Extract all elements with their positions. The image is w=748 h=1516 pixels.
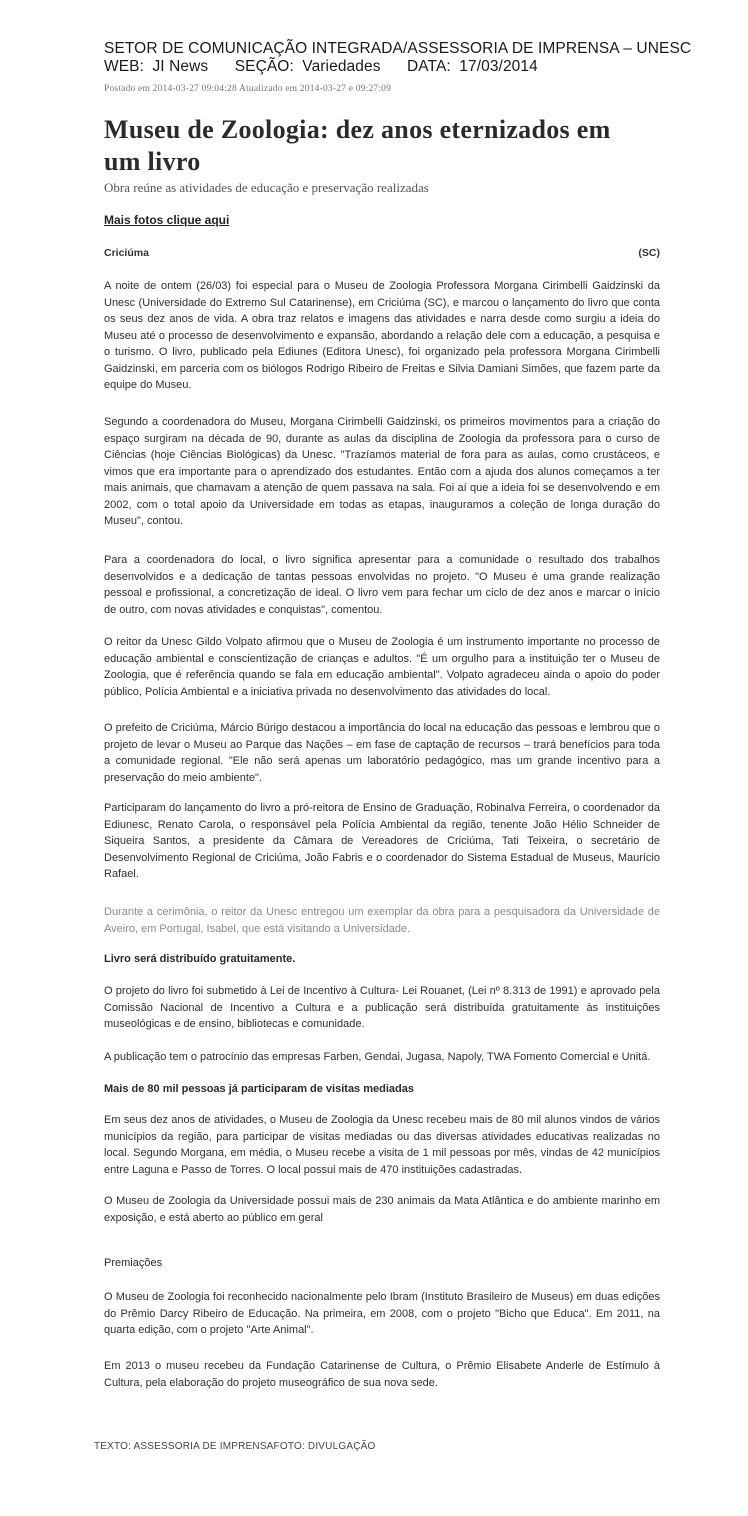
dateline-state: (SC) xyxy=(638,247,660,259)
section-heading: Premiações xyxy=(104,1257,163,1269)
date-label: DATA: xyxy=(406,58,451,75)
section-heading: Livro será distribuído gratuitamente. xyxy=(104,953,296,965)
dateline-city: Criciúma xyxy=(104,247,149,259)
web-label: WEB: xyxy=(104,58,145,75)
paragraph: A noite de ontem (26/03) foi especial para o Museu de Zoologia Professora Morgana Cirimbelli Gaidzinski da Unesc (Universidade do Extremo Sul Catarinense), em Criciúma (SC), e marcou o lançamento do livro que conta os seus dez anos de vida. A obra traz relatos e imagens das atividades e narra desde como surgiu a ideia do Museu até o processo de desenvolvimento e expansão, abordando a relação dele com a educação, a pesquisa e o turismo. O livro, publicado pela Ediunes (Editora Unesc), foi organizado pela professora Morgana Cirimbelli Gaidzinski, em parceria com os biólogos Rodrigo Ribeiro de Freitas e Silvia Damiani Simões, que fazem parte da equipe do Museu. xyxy=(104,280,660,391)
posted-timestamp: Postado em 2014-03-27 09:04:28 Atualizado em 2014-03-27 e 09:27:09 xyxy=(104,84,392,94)
paragraph: Segundo a coordenadora do Museu, Morgana Cirimbelli Gaidzinski, os primeiros movimentos para a criação do espaço surgiram na década de 90, durante as aulas da disciplina de Zoologia da professora para o curso de Ciências (hoje Ciências Biológicas) da Unesc. "Trazíamos material de fora para as aulas, como crustáceos, e vimos que era importante para o aprendizado dos estudantes. Então com a ajuda dos alunos começamos a ter mais animais, que chamavam a atenção de quem passava na sala. Foi aí que a ideia foi se desenvolvendo e em 2002, com o total apoio da Universidade em todas as etapas, inauguramos a coleção de longa duração do Museu", contou. xyxy=(104,416,660,527)
more-photos-link[interactable]: Mais fotos clique aqui xyxy=(104,213,230,227)
paragraph: Participaram do lançamento do livro a pró-reitora de Ensino de Graduação, Robinalva Ferreira, o coordenador da Ediunesc, Renato Carola, o responsável pela Polícia Ambiental da região, tenente João Hélio Schneider de Siqueira Santos, a presidente da Câmara de Vereadores de Criciúma, Tati Teixeira, o secretário de Desenvolvimento Regional de Criciúma, João Fabris e o coordenador do Sistema Estadual de Museus, Maurício Rafael. xyxy=(104,802,660,880)
paragraph: O projeto do livro foi submetido à Lei de Incentivo à Cultura- Lei Rouanet, (Lei nº 8.313 de 1991) e aprovado pela Comissão Nacional de Incentivo a Cultura e a publicação será distribuída gratuitamente às instituições museológicas e de ensino, bibliotecas e comunidade. xyxy=(104,985,660,1030)
paragraph: Para a coordenadora do local, o livro significa apresentar para a comunidade o resultado dos trabalhos desenvolvidos e a dedicação de tantas pessoas envolvidas no projeto. "O Museu é uma grande realização pessoal e profissional, a concretização de ideal. O livro vem para fechar um ciclo de dez anos e marcar o início de outro, com novas atividades e conquistas", comentou. xyxy=(104,554,660,616)
section-label: SEÇÃO: xyxy=(234,58,294,75)
photo-credit: TEXTO: ASSESSORIA DE IMPRENSAFOTO: DIVULGAÇÃO xyxy=(94,1441,376,1452)
article-title: Museu de Zoologia: dez anos eternizados em um livro xyxy=(104,115,611,176)
section-heading: Mais de 80 mil pessoas já participaram de visitas mediadas xyxy=(104,1083,414,1095)
web-value: JI News xyxy=(152,58,209,75)
paragraph: O Museu de Zoologia da Universidade possui mais de 230 animais da Mata Atlântica e do ambiente marinho em exposição, e está aberto ao público em geral xyxy=(104,1195,660,1224)
paragraph: O reitor da Unesc Gildo Volpato afirmou que o Museu de Zoologia é um instrumento importante no processo de educação ambiental e conscientização de crianças e adultos. "É um orgulho para a instituição ter o Museu de Zoologia, que é referência quando se fala em educação ambiental". Volpato agradeceu ainda o apoio do poder público, Polícia Ambiental e a iniciativa privada no desenvolvimento das atividades do local. xyxy=(104,636,660,698)
paragraph: A publicação tem o patrocínio das empresas Farben, Gendai, Jugasa, Napoly, TWA Fomento Comercial e Unitá. xyxy=(104,1051,651,1063)
paragraph: Em seus dez anos de atividades, o Museu de Zoologia da Unesc recebeu mais de 80 mil alunos vindos de vários municípios da região, para participar de visitas mediadas ou das diversas atividades educativas realizadas no local. Segundo Morgana, em média, o Museu recebe a visita de 1 mil pessoas por mês, vindas de 42 municípios entre Laguna e Passo de Torres. O local possui mais de 470 instituições cadastradas. xyxy=(104,1114,660,1176)
article-subtitle: Obra reúne as atividades de educação e preservação realizadas xyxy=(104,180,429,195)
paragraph: Durante a cerimônia, o reitor da Unesc entregou um exemplar da obra para a pesquisadora da Universidade de Aveiro, em Portugal, Isabel, que está visitando a Universidade. xyxy=(104,906,660,935)
paragraph: O Museu de Zoologia foi reconhecido nacionalmente pelo Ibram (Instituto Brasileiro de Museus) em duas edições do Prêmio Darcy Ribeiro de Educação. Na primeira, em 2008, com o projeto "Bicho que Educa". Em 2011, na quarta edição, com o projeto "Arte Animal". xyxy=(104,1291,660,1336)
date-value: 17/03/2014 xyxy=(459,58,538,75)
section-value: Variedades xyxy=(302,58,381,75)
paragraph: O prefeito de Criciúma, Márcio Búrigo destacou a importância do local na educação das pessoas e lembrou que o projeto de levar o Museu ao Parque das Nações – em fase de captação de recursos – trará benefícios para toda a comunidade regional. "Ele não será apenas um laboratório pedagógico, mas um grande incentivo para a preservação do meio ambiente". xyxy=(104,722,660,784)
paragraph: Em 2013 o museu recebeu da Fundação Catarinense de Cultura, o Prêmio Elisabete Anderle de Estímulo à Cultura, pela elaboração do projeto museográfico de sua nova sede. xyxy=(104,1360,660,1389)
dateline xyxy=(104,247,660,259)
header-meta xyxy=(104,58,560,76)
header-organization: SETOR DE COMUNICAÇÃO INTEGRADA/ASSESSORIA DE IMPRENSA – UNESC xyxy=(104,40,692,57)
